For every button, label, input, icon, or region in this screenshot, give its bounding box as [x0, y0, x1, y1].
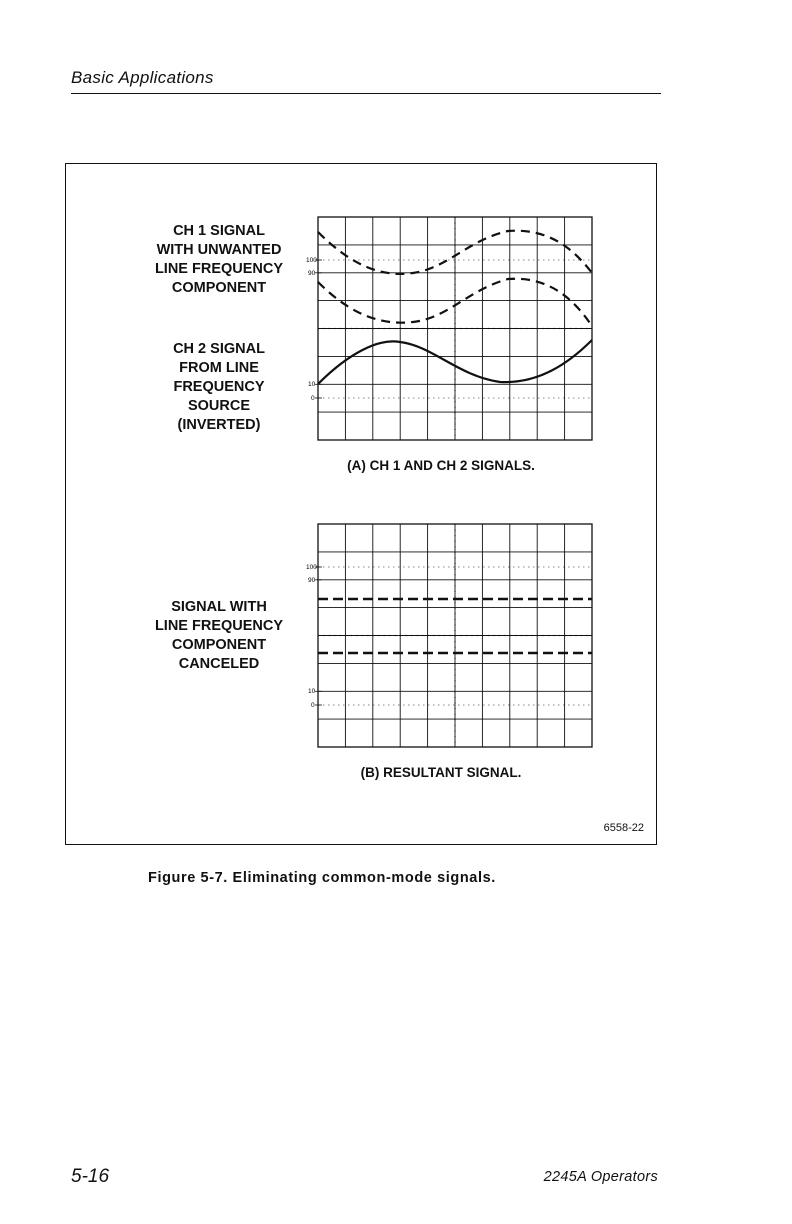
mark-100-a: 100 — [306, 257, 317, 264]
mark-90-b: 90 — [308, 577, 316, 584]
manual-title: 2245A Operators — [543, 1169, 658, 1185]
figure-number: 6558-22 — [603, 822, 644, 834]
mark-0-a: 0 — [311, 395, 315, 402]
figure-box — [65, 163, 657, 845]
header-rule — [71, 93, 661, 94]
ch2-signal-label: CH 2 SIGNAL FROM LINE FREQUENCY SOURCE (INVERTED) — [173, 341, 265, 433]
graticule-b — [315, 524, 592, 747]
scope-display-b — [298, 521, 598, 751]
mark-90-a: 90 — [308, 270, 316, 277]
caption-b: (B) RESULTANT SIGNAL. — [360, 765, 522, 780]
ch1-signal-label: CH 1 SIGNAL WITH UNWANTED LINE FREQUENCY COMPONENT — [154, 223, 284, 296]
mark-10-b: 10 — [308, 688, 316, 695]
mark-10-a: 10 — [308, 381, 316, 388]
page-header: Basic Applications — [71, 68, 214, 87]
scope-display-a — [298, 214, 598, 444]
mark-0-b: 0 — [311, 702, 315, 709]
resultant-signal-label: SIGNAL WITH LINE FREQUENCY COMPONENT CANCELED — [154, 599, 284, 672]
mark-100-b: 100 — [306, 564, 317, 571]
graticule-a — [315, 217, 592, 440]
caption-a: (A) CH 1 AND CH 2 SIGNALS. — [347, 458, 535, 473]
page-number: 5-16 — [71, 1166, 110, 1187]
figure-caption: Figure 5-7. Eliminating common-mode signals. — [148, 870, 496, 886]
